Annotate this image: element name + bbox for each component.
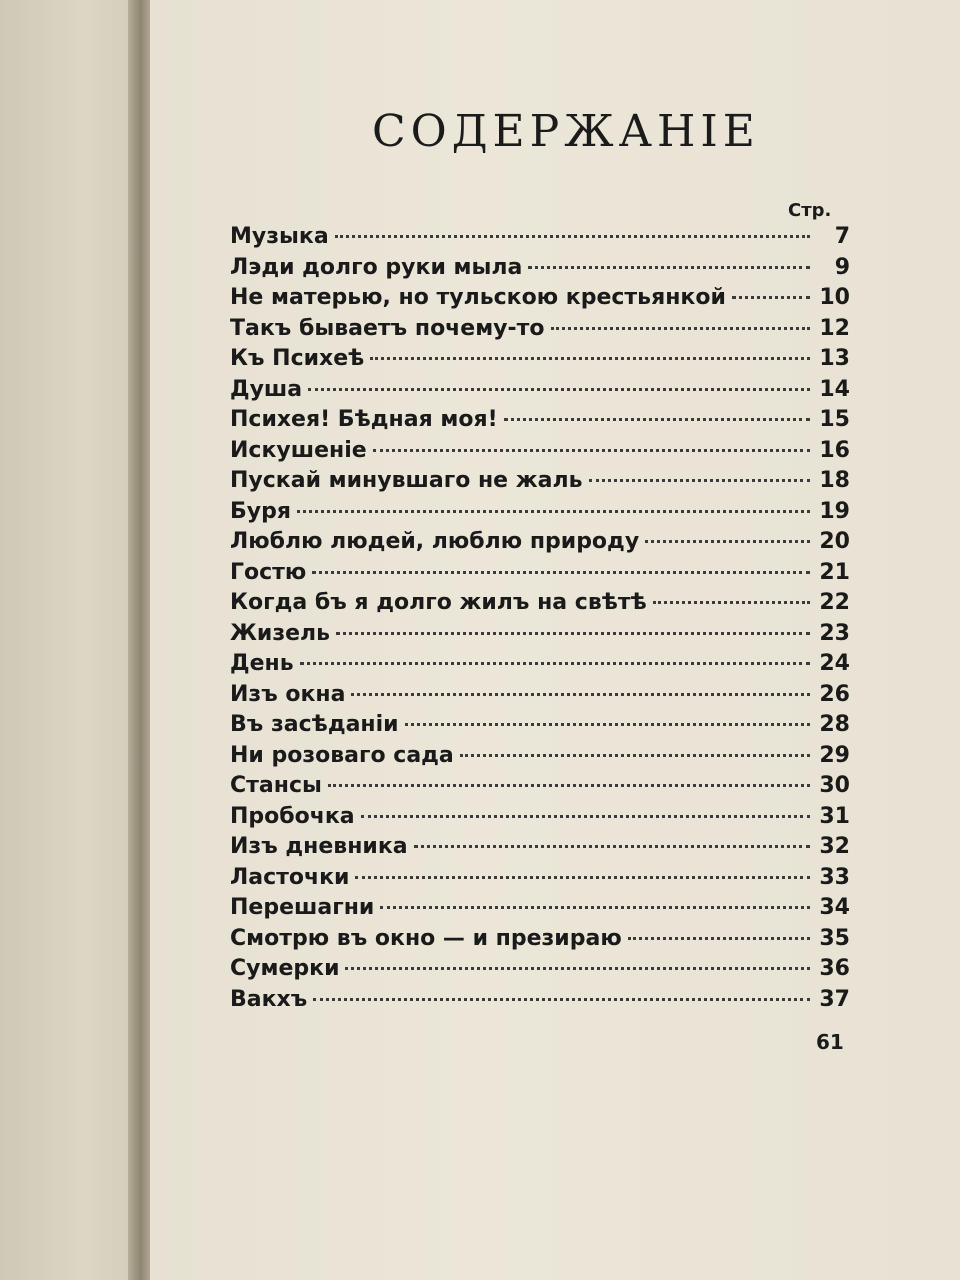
toc-entry <box>230 468 850 499</box>
toc-entry-title: Лэди долго руки мыла <box>230 254 523 280</box>
dot-leader <box>528 266 810 269</box>
toc-entry <box>230 834 850 865</box>
left-page-edge <box>0 0 140 1280</box>
toc-entry <box>230 438 850 469</box>
toc-entry-page: 30 <box>819 773 850 798</box>
toc-entry-page: 10 <box>819 285 850 310</box>
toc-entry-page: 12 <box>819 315 850 341</box>
toc-entry-title: Пробочка <box>230 803 355 829</box>
dot-leader <box>405 723 810 726</box>
dot-leader <box>300 662 810 665</box>
toc-entry-title: Изъ окна <box>230 681 346 707</box>
toc-entry-title: Душа <box>230 376 303 402</box>
toc-entry-page: 31 <box>819 803 850 829</box>
dot-leader <box>313 998 810 1001</box>
dot-leader <box>645 540 810 543</box>
toc-entry <box>230 926 850 957</box>
dot-leader <box>312 571 810 574</box>
toc-entry-title: Сумерки <box>230 956 340 981</box>
toc-entry-title: День <box>230 651 294 676</box>
toc-entry <box>230 255 850 286</box>
toc-entry-title: Искушеніе <box>230 437 367 463</box>
toc-entry-title: Въ засѣданіи <box>230 712 399 737</box>
toc-entry <box>230 560 850 591</box>
toc-entry-title: Вакхъ <box>230 986 308 1012</box>
toc-entry-page: 19 <box>819 498 850 524</box>
toc-entry-title: Гостю <box>230 559 307 585</box>
toc-entry <box>230 499 850 530</box>
dot-leader <box>551 327 810 330</box>
toc-entry <box>230 224 850 255</box>
toc-entry <box>230 743 850 774</box>
page-title: СОДЕРЖАНІЕ <box>372 106 760 157</box>
toc-entry-title: Такъ бываетъ почему-то <box>230 315 545 341</box>
toc-entry <box>230 285 850 316</box>
toc-entry <box>230 316 850 347</box>
dot-leader <box>370 357 810 360</box>
dot-leader <box>361 815 810 818</box>
toc-entry <box>230 651 850 682</box>
toc-entry <box>230 987 850 1018</box>
toc-entry-page: 13 <box>819 346 850 371</box>
dot-leader <box>308 388 810 391</box>
toc-entry-page: 22 <box>819 590 850 615</box>
toc-entry <box>230 682 850 713</box>
toc-entry-title: Стансы <box>230 773 322 798</box>
toc-entry <box>230 377 850 408</box>
page-column-label: Стр. <box>788 200 832 221</box>
toc-entry-page: 21 <box>819 559 850 585</box>
toc-entry <box>230 956 850 987</box>
toc-entry <box>230 895 850 926</box>
toc-entry <box>230 621 850 652</box>
dot-leader <box>628 937 810 940</box>
toc-entry-title: Ни розоваго сада <box>230 742 454 768</box>
toc-entry-page: 36 <box>819 956 850 981</box>
dot-leader <box>589 479 810 482</box>
toc-entry-title: Психея! Бѣдная моя! <box>230 407 498 432</box>
toc-entry-page: 15 <box>819 407 850 432</box>
toc-entry-title: Ласточки <box>230 864 350 890</box>
dot-leader <box>345 967 810 970</box>
toc-entry-title: Пускай минувшаго не жаль <box>230 468 583 493</box>
table-of-contents <box>230 224 850 1017</box>
toc-entry-title: Буря <box>230 498 291 524</box>
toc-entry-title: Не матерью, но тульскою крестьянкой <box>230 285 726 310</box>
toc-entry-page: 35 <box>819 925 850 951</box>
toc-entry-title: Смотрю въ окно — и презираю <box>230 925 622 951</box>
toc-entry-title: Когда бъ я долго жилъ на свѣтѣ <box>230 590 647 615</box>
toc-entry-page: 23 <box>819 620 850 646</box>
toc-entry-page: 26 <box>819 681 850 707</box>
dot-leader <box>504 418 810 421</box>
toc-entry-page: 9 <box>834 254 850 280</box>
toc-entry-page: 34 <box>819 895 850 920</box>
toc-entry <box>230 804 850 835</box>
dot-leader <box>351 693 810 696</box>
dot-leader <box>380 906 810 909</box>
toc-entry-title: Изъ дневника <box>230 834 408 859</box>
dot-leader <box>414 845 810 848</box>
toc-entry-page: 29 <box>819 742 850 768</box>
dot-leader <box>373 449 810 452</box>
toc-entry-page: 33 <box>819 864 850 890</box>
toc-entry <box>230 865 850 896</box>
dot-leader <box>732 296 810 299</box>
toc-entry <box>230 712 850 743</box>
toc-entry-title: Перешагни <box>230 895 375 920</box>
dot-leader <box>460 754 810 757</box>
dot-leader <box>336 632 810 635</box>
toc-entry-page: 20 <box>819 529 850 554</box>
toc-entry-page: 16 <box>819 437 850 463</box>
toc-entry-page: 14 <box>819 376 850 402</box>
toc-entry-page: 28 <box>819 712 850 737</box>
dot-leader <box>335 235 810 238</box>
toc-entry-title: Къ Психеѣ <box>230 346 365 371</box>
toc-entry <box>230 407 850 438</box>
toc-entry-title: Люблю людей, люблю природу <box>230 529 640 554</box>
toc-entry-page: 7 <box>834 224 850 249</box>
toc-entry <box>230 773 850 804</box>
toc-entry-page: 32 <box>819 834 850 859</box>
toc-entry <box>230 529 850 560</box>
dot-leader <box>297 510 810 513</box>
toc-entry <box>230 590 850 621</box>
page-number: 61 <box>816 1030 844 1054</box>
toc-entry-page: 24 <box>819 651 850 676</box>
toc-entry-page: 18 <box>819 468 850 493</box>
toc-entry-title: Музыка <box>230 224 329 249</box>
dot-leader <box>653 601 810 604</box>
toc-entry-page: 37 <box>819 986 850 1012</box>
toc-entry <box>230 346 850 377</box>
dot-leader <box>328 784 810 787</box>
dot-leader <box>355 876 810 879</box>
toc-entry-title: Жизель <box>230 620 331 646</box>
